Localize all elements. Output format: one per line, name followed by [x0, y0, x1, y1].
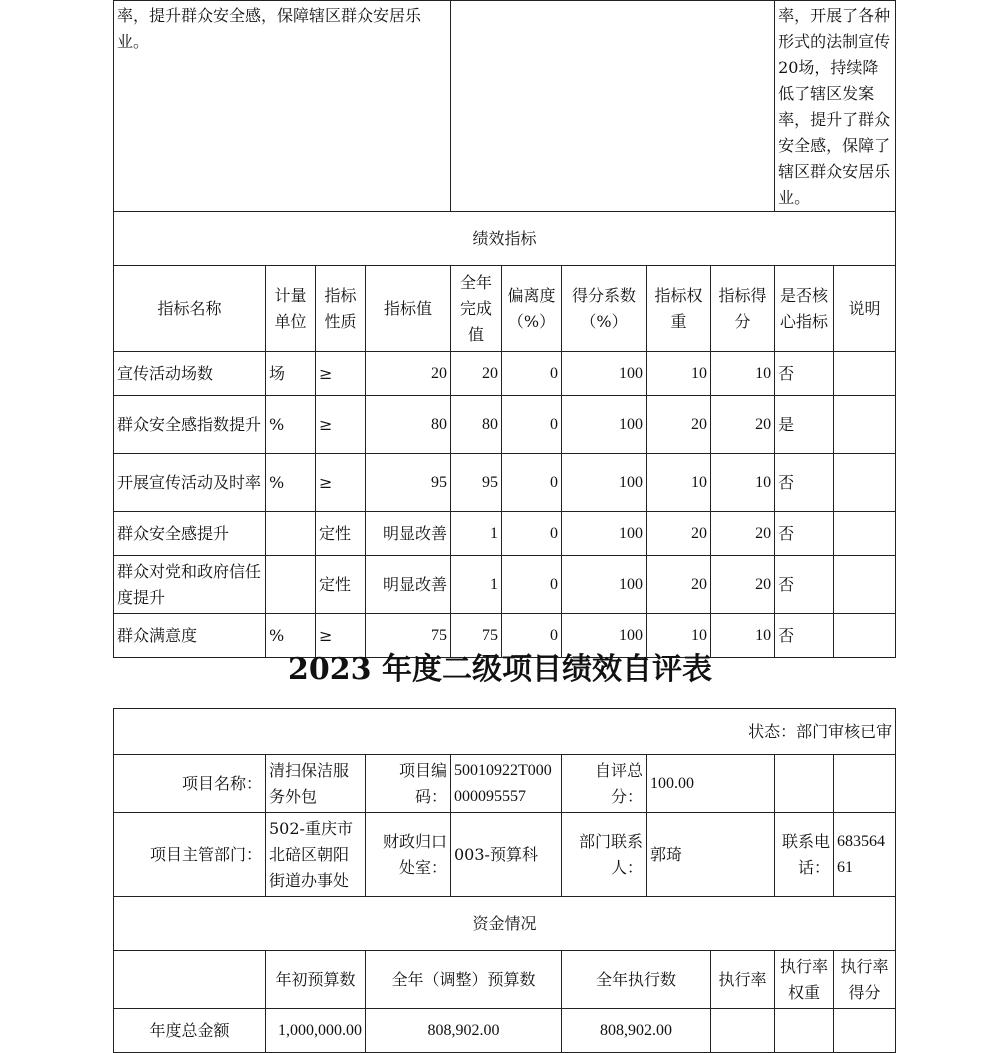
score: 20: [711, 512, 775, 556]
header-coef: 得分系数（%）: [562, 266, 647, 352]
dept-label: 项目主管部门：: [114, 813, 266, 897]
header-adjusted-budget: 全年（调整）预算数: [366, 951, 562, 1009]
table-row: [114, 352, 896, 396]
core: 否: [775, 352, 834, 396]
table-row: [114, 512, 896, 556]
indicator-name: 群众安全感提升: [114, 512, 266, 556]
coef: 100: [562, 352, 647, 396]
header-score: 指标得分: [711, 266, 775, 352]
header-exec-rate: 执行率: [711, 951, 775, 1009]
note: [834, 556, 896, 614]
project-name-value: 清扫保洁服务外包: [266, 755, 366, 813]
empty-cell: [834, 755, 896, 813]
core: 否: [775, 556, 834, 614]
done: 75: [451, 614, 502, 658]
empty-cell: [114, 951, 266, 1009]
value: 明显改善: [366, 556, 451, 614]
value: 20: [366, 352, 451, 396]
score: 20: [711, 556, 775, 614]
indicator-name: 群众满意度: [114, 614, 266, 658]
header-value: 指标值: [366, 266, 451, 352]
dept-value: 502-重庆市北碚区朝阳街道办事处: [266, 813, 366, 897]
phone-label: 联系电话：: [775, 813, 834, 897]
note: [834, 512, 896, 556]
score: 20: [711, 396, 775, 454]
header-exec-score: 执行率得分: [834, 951, 896, 1009]
table-row: [114, 556, 896, 614]
header-exec-weight: 执行率权重: [775, 951, 834, 1009]
nature: ≥: [316, 352, 366, 396]
done: 1: [451, 556, 502, 614]
header-weight: 指标权重: [647, 266, 711, 352]
finance-value: 003-预算科: [451, 813, 562, 897]
project-code-label: 项目编码：: [366, 755, 451, 813]
self-score-value: 100.00: [647, 755, 775, 813]
fund-header-row: [114, 951, 896, 1009]
score: 10: [711, 614, 775, 658]
nature: ≥: [316, 454, 366, 512]
deviation: 0: [502, 556, 562, 614]
value: 80: [366, 396, 451, 454]
coef: 100: [562, 454, 647, 512]
header-initial-budget: 年初预算数: [266, 951, 366, 1009]
core: 否: [775, 512, 834, 556]
unit: %: [266, 454, 316, 512]
self-score-label: 自评总分：: [562, 755, 647, 813]
performance-table-continued: [113, 0, 896, 658]
project-name-label: 项目名称：: [114, 755, 266, 813]
unit: 场: [266, 352, 316, 396]
coef: 100: [562, 614, 647, 658]
self-evaluation-table: [113, 708, 896, 1053]
weight: 10: [647, 352, 711, 396]
total-executed: 808,902.00: [562, 1009, 711, 1053]
empty-cell: [834, 1009, 896, 1053]
header-unit: 计量单位: [266, 266, 316, 352]
done: 95: [451, 454, 502, 512]
deviation: 0: [502, 352, 562, 396]
total-initial: 1,000,000.00: [266, 1009, 366, 1053]
nature: ≥: [316, 614, 366, 658]
perf-header-row: [114, 266, 896, 352]
contact-label: 部门联系人：: [562, 813, 647, 897]
header-core: 是否核心指标: [775, 266, 834, 352]
indicator-name: 群众对党和政府信任度提升: [114, 556, 266, 614]
table-row: [114, 396, 896, 454]
table-row: [114, 454, 896, 512]
unit: %: [266, 396, 316, 454]
weight: 20: [647, 556, 711, 614]
project-code-value: 50010922T000000095557: [451, 755, 562, 813]
indicator-name: 宣传活动场数: [114, 352, 266, 396]
deviation: 0: [502, 454, 562, 512]
note: [834, 454, 896, 512]
done: 1: [451, 512, 502, 556]
total-adjusted: 808,902.00: [366, 1009, 562, 1053]
empty-cell: [451, 1, 775, 212]
note: [834, 396, 896, 454]
page-title: 2023 年度二级项目绩效自评表: [288, 652, 712, 687]
core: 否: [775, 454, 834, 512]
core: 是: [775, 396, 834, 454]
target-text-continued: 率，提升群众安全感，保障辖区群众安居乐业。: [114, 1, 451, 212]
empty-cell: [775, 755, 834, 813]
actual-text-continued: 率，开展了各种形式的法制宣传20场，持续降低了辖区发案率，提升了群众安全感，保障了辖区群众安居乐业。: [775, 1, 896, 212]
deviation: 0: [502, 614, 562, 658]
note: [834, 352, 896, 396]
nature: 定性: [316, 512, 366, 556]
coef: 100: [562, 556, 647, 614]
deviation: 0: [502, 396, 562, 454]
project-info-row: [114, 755, 896, 813]
value: 95: [366, 454, 451, 512]
empty-cell: [775, 1009, 834, 1053]
coef: 100: [562, 512, 647, 556]
finance-label: 财政归口处室：: [366, 813, 451, 897]
core: 否: [775, 614, 834, 658]
indicator-name: 群众安全感指数提升: [114, 396, 266, 454]
perf-section-title: 绩效指标: [114, 212, 896, 266]
status-text: 状态：部门审核已审: [114, 709, 896, 755]
deviation: 0: [502, 512, 562, 556]
total-row: [114, 1009, 896, 1053]
nature: ≥: [316, 396, 366, 454]
empty-cell: [711, 1009, 775, 1053]
done: 80: [451, 396, 502, 454]
unit: [266, 512, 316, 556]
weight: 20: [647, 396, 711, 454]
header-deviation: 偏离度（%）: [502, 266, 562, 352]
contact-value: 郭琦: [647, 813, 775, 897]
weight: 20: [647, 512, 711, 556]
score: 10: [711, 352, 775, 396]
unit: %: [266, 614, 316, 658]
weight: 10: [647, 614, 711, 658]
coef: 100: [562, 396, 647, 454]
done: 20: [451, 352, 502, 396]
department-row: [114, 813, 896, 897]
weight: 10: [647, 454, 711, 512]
score: 10: [711, 454, 775, 512]
header-indicator-name: 指标名称: [114, 266, 266, 352]
indicator-name: 开展宣传活动及时率: [114, 454, 266, 512]
total-label: 年度总金额: [114, 1009, 266, 1053]
nature: 定性: [316, 556, 366, 614]
unit: [266, 556, 316, 614]
header-nature: 指标性质: [316, 266, 366, 352]
header-note: 说明: [834, 266, 896, 352]
value: 75: [366, 614, 451, 658]
header-executed: 全年执行数: [562, 951, 711, 1009]
phone-value: 68356461: [834, 813, 896, 897]
value: 明显改善: [366, 512, 451, 556]
fund-section-title: 资金情况: [114, 897, 896, 951]
header-done: 全年完成值: [451, 266, 502, 352]
